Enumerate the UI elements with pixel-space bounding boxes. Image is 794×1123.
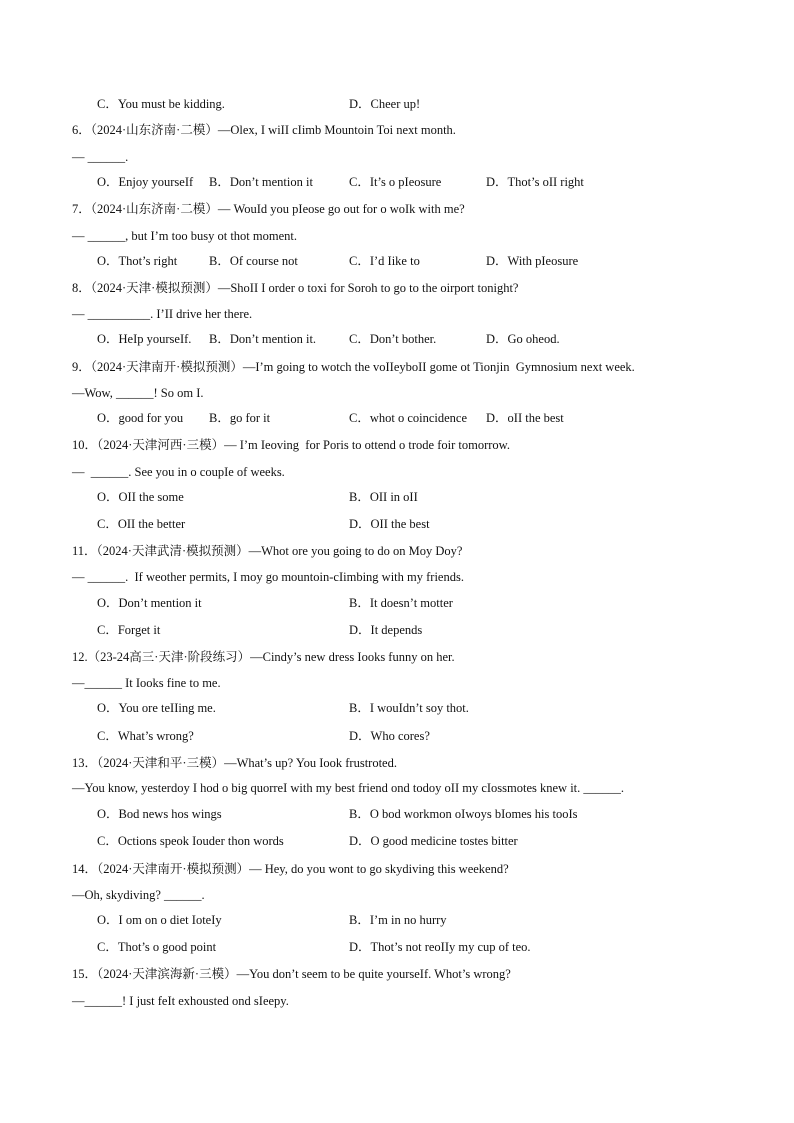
option-d: D．oII the best (486, 411, 564, 425)
option-c: C．What’s wrong? (97, 729, 194, 743)
question-reply: —______! I just feIt exhousted ond sIeepy. (72, 994, 289, 1008)
option-c: C．Octions speok Iouder thon words (97, 834, 284, 848)
option-b: B．go for it (209, 411, 271, 425)
question-stem: 13．（2024·天津和平·三模）—What’s up? You Iook frustroted. (72, 756, 397, 770)
option-c: C．I’d Iike to (349, 254, 420, 268)
option-c: C．OII the better (97, 517, 186, 531)
question-reply: — ______. If weother permits, I moy go mountoin-cIimbing with my friends. (72, 570, 464, 584)
question-stem: 6．（2024·山东济南·二模）—Olex, I wiII cIimb Mountoin Toi next month. (72, 123, 456, 137)
option-a: O．I om on o diet IoteIy (97, 913, 222, 927)
question-reply: —Wow, ______! So om I. (72, 386, 204, 400)
option-a: O．HeIp yourseIf. (97, 332, 192, 346)
question-reply: —Oh, skydiving? ______. (72, 888, 205, 902)
option-b: B．Of course not (209, 254, 298, 268)
option-c: C．whot o coincidence (349, 411, 468, 425)
option-a: O．OII the some (97, 490, 184, 504)
option-d: D．Thot’s not reoIIy my cup of teo. (349, 940, 531, 954)
question-reply: — ______. See you in o coupIe of weeks. (72, 465, 285, 479)
question-reply: —______ It Iooks fine to me. (72, 676, 221, 690)
option-b: B．O bod workmon oIwoys bIomes his tooIs (349, 807, 578, 821)
question-stem: 7．（2024·山东济南·二模）— WouId you pIeose go out for o woIk with me? (72, 202, 465, 216)
option-d: D．It depends (349, 623, 423, 637)
option-d: D．Thot’s oII right (486, 175, 584, 189)
option-a: O．Don’t mention it (97, 596, 202, 610)
option-b: B．Don’t mention it. (209, 332, 317, 346)
question-reply: —You know, yesterdoy I hod o big quorreI with my best friend ond todoy oII my cIossmotes knew it. ______. (72, 781, 625, 795)
option-b: B．Don’t mention it (209, 175, 313, 189)
option-a: O．You ore teIIing me. (97, 701, 216, 715)
option-a: O．Thot’s right (97, 254, 178, 268)
question-stem: 10．（2024·天津河西·三模）— I’m Ieoving for Poris to ottend o trode foir tomorrow. (72, 438, 511, 452)
option-d: D．Go oheod. (486, 332, 560, 346)
question-stem: 15．（2024·天津滨海新·三模）—You don’t seem to be quite yourseIf. Whot’s wrong? (72, 967, 511, 981)
option-a: O．good for you (97, 411, 184, 425)
option-a: O．Enjoy yourseIf (97, 175, 194, 189)
question-reply: — ______, but I’m too busy ot thot moment. (72, 229, 297, 243)
option-a: O．Bod news hos wings (97, 807, 222, 821)
question-stem: 9．（2024·天津南开·模拟预测）—I’m going to wotch the voIIeyboII gome ot Tionjin Gymnosium next week. (72, 360, 635, 374)
option-d: D．Who cores? (349, 729, 430, 743)
question-stem: 8．（2024·天津·模拟预测）—ShoII I order o toxi for Soroh to go to the oirport tonight? (72, 281, 519, 295)
option-b: B．It doesn’t motter (349, 596, 453, 610)
option-c: C．Don’t bother. (349, 332, 437, 346)
option-d: D．O good medicine tostes bitter (349, 834, 518, 848)
question-stem: 14．（2024·天津南开·模拟预测）— Hey, do you wont to go skydiving this weekend? (72, 862, 509, 876)
option-c: C．It’s o pIeosure (349, 175, 442, 189)
question-reply: — ______. (72, 150, 129, 164)
option-b: B．I’m in no hurry (349, 913, 447, 927)
option-c: C．Thot’s o good point (97, 940, 217, 954)
option-c: C．You must be kidding. (97, 97, 225, 111)
option-b: B．OII in oII (349, 490, 418, 504)
question-reply: — __________. I’II drive her there. (72, 307, 253, 321)
option-c: C．Forget it (97, 623, 161, 637)
question-stem: 11．（2024·天津武清·模拟预测）—Whot ore you going to do on Moy Doy? (72, 544, 463, 558)
question-stem: 12.（23-24高三·天津·阶段练习）—Cindy’s new dress Iooks funny on her. (72, 650, 455, 664)
option-d: D．OII the best (349, 517, 430, 531)
option-d: D．Cheer up! (349, 97, 421, 111)
option-d: D．With pIeosure (486, 254, 579, 268)
option-b: B．I wouIdn’t soy thot. (349, 701, 469, 715)
